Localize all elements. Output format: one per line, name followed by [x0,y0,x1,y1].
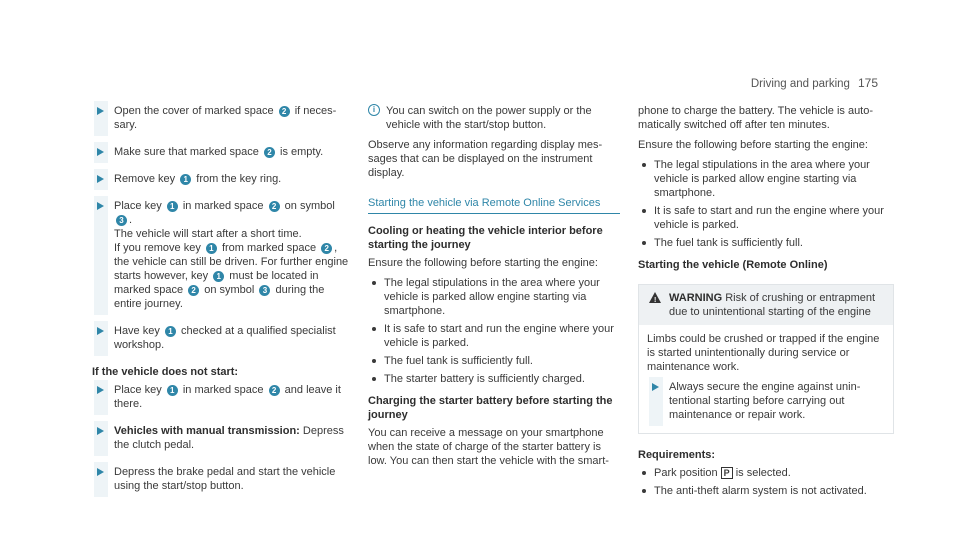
warning-icon: ! [649,292,661,303]
section-title: Starting the vehicle via Remote Online Services [368,196,620,214]
marker-2: 2 [264,147,275,158]
column-3 [638,104,894,502]
park-symbol: P [721,467,733,479]
paragraph: Observe any information regarding display messages that can be displayed on the instrument display. [368,139,603,179]
column-1 [92,104,350,506]
note: i You can switch on the power supply or the vehicle with the start/stop button. [368,104,620,132]
arrow-icon [97,202,104,210]
paragraph: Ensure the following before starting the engine: [368,257,598,269]
marker-2: 2 [279,106,290,117]
marker-1: 1 [213,271,224,282]
subheading: Starting the vehicle (Remote Online) [638,259,828,271]
subheading: Requirements: [638,449,716,461]
marker-2: 2 [188,285,199,296]
column-2 [368,104,620,474]
marker-3: 3 [116,215,127,226]
step: Depress the brake pedal and start the vehicle using the start/stop button. [92,465,350,493]
warning-body: Limbs could be crushed or trapped if the engine is started unintentionally during service or maintenance work. Always secure the engine against unintentional starting before carrying out maintenance or repair work. [639,325,893,433]
list-item: It is safe to start and run the engine where your vehicle is parked. [368,322,620,350]
info-icon: i [368,104,380,116]
step: Always secure the engine against unintentional starting before carrying out maintenance or repair work. [647,380,885,422]
marker-1: 1 [206,243,217,254]
step: Vehicles with manual transmission: Depress the clutch pedal. [92,424,350,452]
marker-1: 1 [167,385,178,396]
list-item: The anti-theft alarm system is not activated. [638,484,894,498]
step: Open the cover of marked space 2 if necessary. [92,104,350,132]
arrow-icon [97,148,104,156]
marker-3: 3 [259,285,270,296]
arrow-icon [97,107,104,115]
marker-1: 1 [165,326,176,337]
section-title: Driving and parking [750,78,850,90]
marker-2: 2 [269,201,280,212]
subheading: Cooling or heating the vehicle interior before starting the journey [368,225,603,251]
marker-1: 1 [180,174,191,185]
arrow-icon [97,175,104,183]
list-item: Park position P is selected. [638,466,894,480]
step: Place key 1 in marked space 2 and leave it there. [92,383,350,411]
arrow-icon [97,427,104,435]
step: Remove key 1 from the key ring. [92,172,350,186]
marker-1: 1 [167,201,178,212]
subheading: Charging the starter battery before starting the journey [368,395,613,421]
arrow-icon [97,327,104,335]
list-item: It is safe to start and run the engine where your vehicle is parked. [638,204,894,232]
marker-2: 2 [321,243,332,254]
paragraph: Ensure the following before starting the engine: [638,139,868,151]
warning-header: ! WARNING Risk of crushing or entrapment due to unintentional starting of the engine [639,285,893,325]
subheading: If the vehicle does not start: [92,366,239,378]
warning-box [638,284,894,434]
arrow-icon [97,468,104,476]
marker-2: 2 [269,385,280,396]
step: Make sure that marked space 2 is empty. [92,145,350,159]
step: Place key 1 in marked space 2 on symbol 3 . The vehicle will start after a short time. If you remove key 1 from marked space 2 , the vehicle can still be driven. For further engine starts however, key 1 must be located in marked space 2 on symbol 3 during the entire journey. [92,199,350,311]
paragraph: phone to charge the battery. The vehicle is automatically switched off after ten minutes. [638,105,874,131]
paragraph: You can receive a message on your smartphone when the state of charge of the starter battery is low. You can then start the vehicle with the smart- [368,427,609,467]
list-item: The fuel tank is sufficiently full. [368,354,620,368]
page-number: 175 [857,76,878,90]
list-item: The legal stipulations in the area where your vehicle is parked allow engine starting via smartphone. [638,158,894,200]
page-header [751,76,878,90]
arrow-icon [97,386,104,394]
list-item: The starter battery is sufficiently charged. [368,372,620,386]
arrow-icon [652,383,659,391]
list-item: The fuel tank is sufficiently full. [638,236,894,250]
step: Have key 1 checked at a qualified specialist workshop. [92,324,350,352]
list-item: The legal stipulations in the area where your vehicle is parked allow engine starting via smartphone. [368,276,620,318]
